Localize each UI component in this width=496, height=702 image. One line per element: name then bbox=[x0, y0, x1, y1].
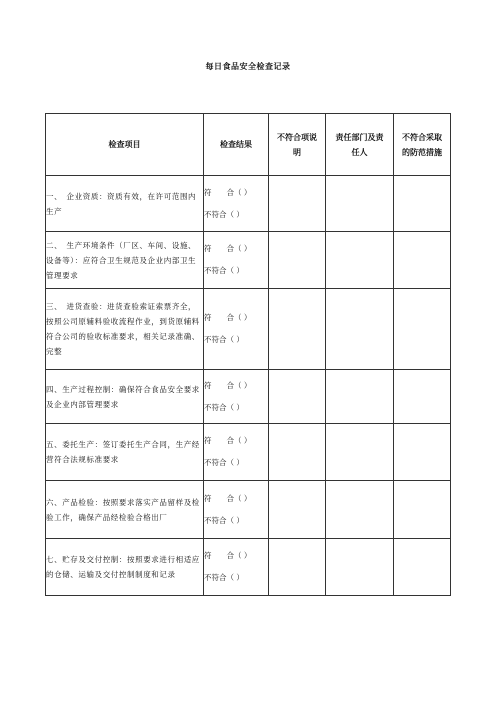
row-4-note-cell[interactable] bbox=[269, 370, 326, 424]
row-7-note-cell[interactable] bbox=[269, 539, 326, 596]
row-1-measures-cell[interactable] bbox=[394, 176, 451, 232]
row-1-responsible-cell[interactable] bbox=[326, 176, 394, 232]
row-1-note-cell[interactable] bbox=[269, 176, 326, 232]
row-3-note-cell[interactable] bbox=[269, 289, 326, 370]
header-result bbox=[204, 114, 269, 176]
nonconform-option[interactable]: 不符合（ ） bbox=[204, 266, 244, 275]
row-5-note-cell[interactable] bbox=[269, 424, 326, 481]
table-row bbox=[46, 481, 451, 539]
row-6-note-cell[interactable] bbox=[269, 481, 326, 539]
row-7-measures-cell[interactable] bbox=[394, 539, 451, 596]
nonconform-option[interactable]: 不符合（ ） bbox=[204, 402, 244, 412]
row-6-responsible-cell[interactable] bbox=[326, 481, 394, 539]
row-2-responsible-cell[interactable] bbox=[326, 232, 394, 289]
table-row bbox=[46, 176, 451, 232]
row-3-result bbox=[204, 289, 269, 370]
header-measures bbox=[394, 114, 451, 176]
conform-option[interactable]: 符 合（ ） bbox=[204, 436, 252, 445]
row-2-measures-cell[interactable] bbox=[394, 232, 451, 289]
row-6-measures-cell[interactable] bbox=[394, 481, 451, 539]
conform-option[interactable]: 符 合（ ） bbox=[204, 187, 252, 197]
row-4-item: 四、生产过程控制：确保符合食品安全要求及企业内部管理要求 bbox=[46, 370, 204, 424]
header-result-label: 检查结果 bbox=[220, 140, 252, 149]
table-row bbox=[46, 370, 451, 424]
conform-option[interactable]: 符 合（ ） bbox=[204, 313, 252, 322]
row-5-measures-cell[interactable] bbox=[394, 424, 451, 481]
row-3-measures-cell[interactable] bbox=[394, 289, 451, 370]
document-title: 每日食品安全检查记录 bbox=[205, 62, 291, 71]
table-row bbox=[46, 424, 451, 481]
header-item-label: 检查项目 bbox=[108, 140, 141, 149]
conform-option[interactable]: 符 合（ ） bbox=[204, 380, 252, 390]
row-7-result bbox=[204, 539, 269, 596]
row-3-responsible-cell[interactable] bbox=[326, 289, 394, 370]
nonconform-option[interactable]: 不符合（ ） bbox=[204, 209, 244, 219]
header-responsible-label: 责任部门及责任人 bbox=[335, 132, 384, 157]
header-responsible bbox=[326, 114, 394, 176]
row-6-result bbox=[204, 481, 269, 539]
table-row bbox=[46, 539, 451, 596]
row-5-responsible-cell[interactable] bbox=[326, 424, 394, 481]
conform-option[interactable]: 符 合（ ） bbox=[204, 244, 252, 253]
row-2-item: 二、 生产环境条件（厂区、车间、设施、设备等）：应符合卫生规范及企业内部卫生管理要求 bbox=[46, 232, 204, 289]
row-5-result bbox=[204, 424, 269, 481]
row-4-result bbox=[204, 370, 269, 424]
nonconform-option[interactable]: 不符合（ ） bbox=[204, 335, 244, 344]
row-4-responsible-cell[interactable] bbox=[326, 370, 394, 424]
row-3-item: 三、 进货查验：进货查验索证索票齐全，按照公司原辅料验收流程作业，到货原辅料符合公司的验收标准要求，相关记录准确、完整 bbox=[46, 289, 204, 370]
row-2-note-cell[interactable] bbox=[269, 232, 326, 289]
nonconform-option[interactable]: 不符合（ ） bbox=[204, 458, 244, 467]
row-1-result bbox=[204, 176, 269, 232]
header-row bbox=[46, 114, 451, 176]
header-nonconform-note-label: 不符合项说明 bbox=[277, 132, 317, 157]
row-5-item: 五、委托生产：签订委托生产合同，生产经营符合法规标准要求 bbox=[46, 424, 204, 481]
row-6-item: 六、产品检验：按照要求落实产品留样及检验工作，确保产品经检验合格出厂 bbox=[46, 481, 204, 539]
inspection-table bbox=[45, 113, 451, 596]
header-nonconform-note bbox=[269, 114, 326, 176]
table-row bbox=[46, 232, 451, 289]
row-2-result bbox=[204, 232, 269, 289]
row-7-item: 七、贮存及交付控制：按照要求进行相适应的仓储、运输及交付控制制度和记录 bbox=[46, 539, 204, 596]
conform-option[interactable]: 符 合（ ） bbox=[204, 551, 252, 560]
row-4-measures-cell[interactable] bbox=[394, 370, 451, 424]
header-measures-label: 不符合采取的防范措施 bbox=[402, 132, 442, 157]
table-row bbox=[46, 289, 451, 370]
row-7-responsible-cell[interactable] bbox=[326, 539, 394, 596]
nonconform-option[interactable]: 不符合（ ） bbox=[204, 573, 244, 582]
nonconform-option[interactable]: 不符合（ ） bbox=[204, 515, 244, 525]
conform-option[interactable]: 符 合（ ） bbox=[204, 493, 252, 503]
row-1-item: 一、 企业资质：资质有效，在许可范围内生产 bbox=[46, 176, 204, 232]
header-item bbox=[46, 114, 204, 176]
